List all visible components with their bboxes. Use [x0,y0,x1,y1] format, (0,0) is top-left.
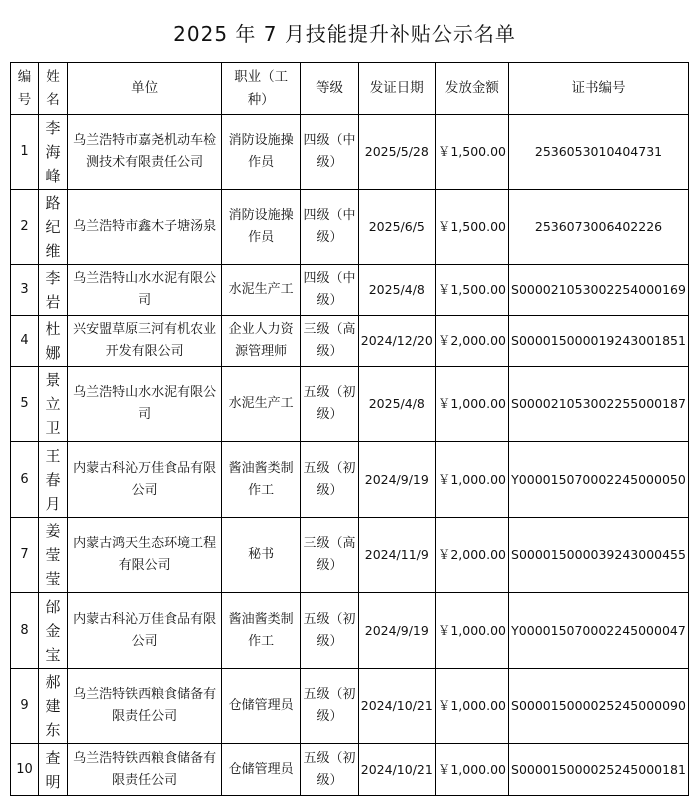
header-amount: 发放金额 [435,63,508,115]
cell-unit: 兴安盟草原三河有机农业开发有限公司 [68,316,222,367]
cell-unit: 内蒙古科沁万佳食品有限公司 [68,593,222,669]
cell-name: 郝建东 [38,669,67,744]
cell-amount: ￥1,000.00 [435,744,508,796]
table-row [11,265,689,316]
cell-date: 2025/4/8 [358,265,435,316]
cell-cert: Y000015070002245000047 [509,593,689,669]
cell-amount: ￥1,000.00 [435,367,508,442]
cell-amount: ￥2,000.00 [435,316,508,367]
cell-cert: 2536053010404731 [509,115,689,190]
subsidy-table [10,62,689,796]
cell-level: 四级（中级） [301,115,359,190]
table-row [11,316,689,367]
cell-name: 邰金宝 [38,593,67,669]
cell-no: 1 [11,115,39,190]
cell-unit: 乌兰浩特山水水泥有限公司 [68,265,222,316]
table-row [11,518,689,593]
cell-name: 景立卫 [38,367,67,442]
cell-cert: S000021053002255000187 [509,367,689,442]
cell-occupation: 仓储管理员 [222,744,301,796]
header-level: 等级 [301,63,359,115]
cell-unit: 乌兰浩特市嘉尧机动车检测技术有限责任公司 [68,115,222,190]
cell-name: 路纪维 [38,190,67,265]
cell-amount: ￥1,000.00 [435,442,508,518]
cell-date: 2025/6/5 [358,190,435,265]
cell-occupation: 水泥生产工 [222,265,301,316]
header-cert: 证书编号 [509,63,689,115]
cell-cert: S000015000025245000090 [509,669,689,744]
cell-no: 2 [11,190,39,265]
cell-level: 四级（中级） [301,265,359,316]
cell-name: 杜娜 [38,316,67,367]
cell-name: 王春月 [38,442,67,518]
header-date: 发证日期 [358,63,435,115]
cell-date: 2024/10/21 [358,744,435,796]
cell-level: 三级（高级） [301,518,359,593]
cell-occupation: 水泥生产工 [222,367,301,442]
cell-level: 四级（中级） [301,190,359,265]
cell-cert: Y000015070002245000050 [509,442,689,518]
cell-no: 5 [11,367,39,442]
cell-amount: ￥1,000.00 [435,593,508,669]
table-row [11,593,689,669]
cell-name: 查明 [38,744,67,796]
page-title: 2025 年 7 月技能提升补贴公示名单 [173,22,516,46]
cell-no: 6 [11,442,39,518]
cell-level: 五级（初级） [301,367,359,442]
table-row [11,115,689,190]
header-occupation: 职业（工种） [222,63,301,115]
cell-unit: 内蒙古鸿天生态环境工程有限公司 [68,518,222,593]
cell-cert: S000015000019243001851 [509,316,689,367]
cell-amount: ￥1,500.00 [435,190,508,265]
cell-cert: 2536073006402226 [509,190,689,265]
cell-date: 2024/10/21 [358,669,435,744]
cell-occupation: 秘书 [222,518,301,593]
cell-date: 2025/4/8 [358,367,435,442]
table-header-row [11,63,689,115]
cell-no: 7 [11,518,39,593]
cell-level: 五级（初级） [301,442,359,518]
header-no: 编号 [11,63,39,115]
cell-level: 五级（初级） [301,744,359,796]
header-name: 姓名 [38,63,67,115]
cell-no: 8 [11,593,39,669]
table-row [11,442,689,518]
cell-no: 3 [11,265,39,316]
table-row [11,190,689,265]
header-unit: 单位 [68,63,222,115]
cell-unit: 乌兰浩特铁西粮食储备有限责任公司 [68,744,222,796]
table-row [11,367,689,442]
cell-amount: ￥2,000.00 [435,518,508,593]
cell-date: 2024/12/20 [358,316,435,367]
cell-name: 李海峰 [38,115,67,190]
cell-occupation: 酱油酱类制作工 [222,593,301,669]
cell-cert: S000021053002254000169 [509,265,689,316]
cell-cert: S000015000039243000455 [509,518,689,593]
cell-level: 五级（初级） [301,593,359,669]
cell-occupation: 消防设施操作员 [222,190,301,265]
table-row [11,669,689,744]
cell-amount: ￥1,000.00 [435,669,508,744]
cell-occupation: 消防设施操作员 [222,115,301,190]
cell-occupation: 仓储管理员 [222,669,301,744]
cell-level: 三级（高级） [301,316,359,367]
cell-unit: 乌兰浩特铁西粮食储备有限责任公司 [68,669,222,744]
cell-date: 2024/9/19 [358,593,435,669]
cell-amount: ￥1,500.00 [435,265,508,316]
cell-no: 4 [11,316,39,367]
cell-name: 姜莹莹 [38,518,67,593]
cell-occupation: 企业人力资源管理师 [222,316,301,367]
cell-date: 2025/5/28 [358,115,435,190]
cell-no: 9 [11,669,39,744]
cell-date: 2024/9/19 [358,442,435,518]
cell-unit: 内蒙古科沁万佳食品有限公司 [68,442,222,518]
cell-no: 10 [11,744,39,796]
cell-amount: ￥1,500.00 [435,115,508,190]
cell-level: 五级（初级） [301,669,359,744]
cell-name: 李岩 [38,265,67,316]
cell-unit: 乌兰浩特市鑫木子塘汤泉 [68,190,222,265]
cell-date: 2024/11/9 [358,518,435,593]
table-row [11,744,689,796]
cell-unit: 乌兰浩特山水水泥有限公司 [68,367,222,442]
cell-cert: S000015000025245000181 [509,744,689,796]
cell-occupation: 酱油酱类制作工 [222,442,301,518]
